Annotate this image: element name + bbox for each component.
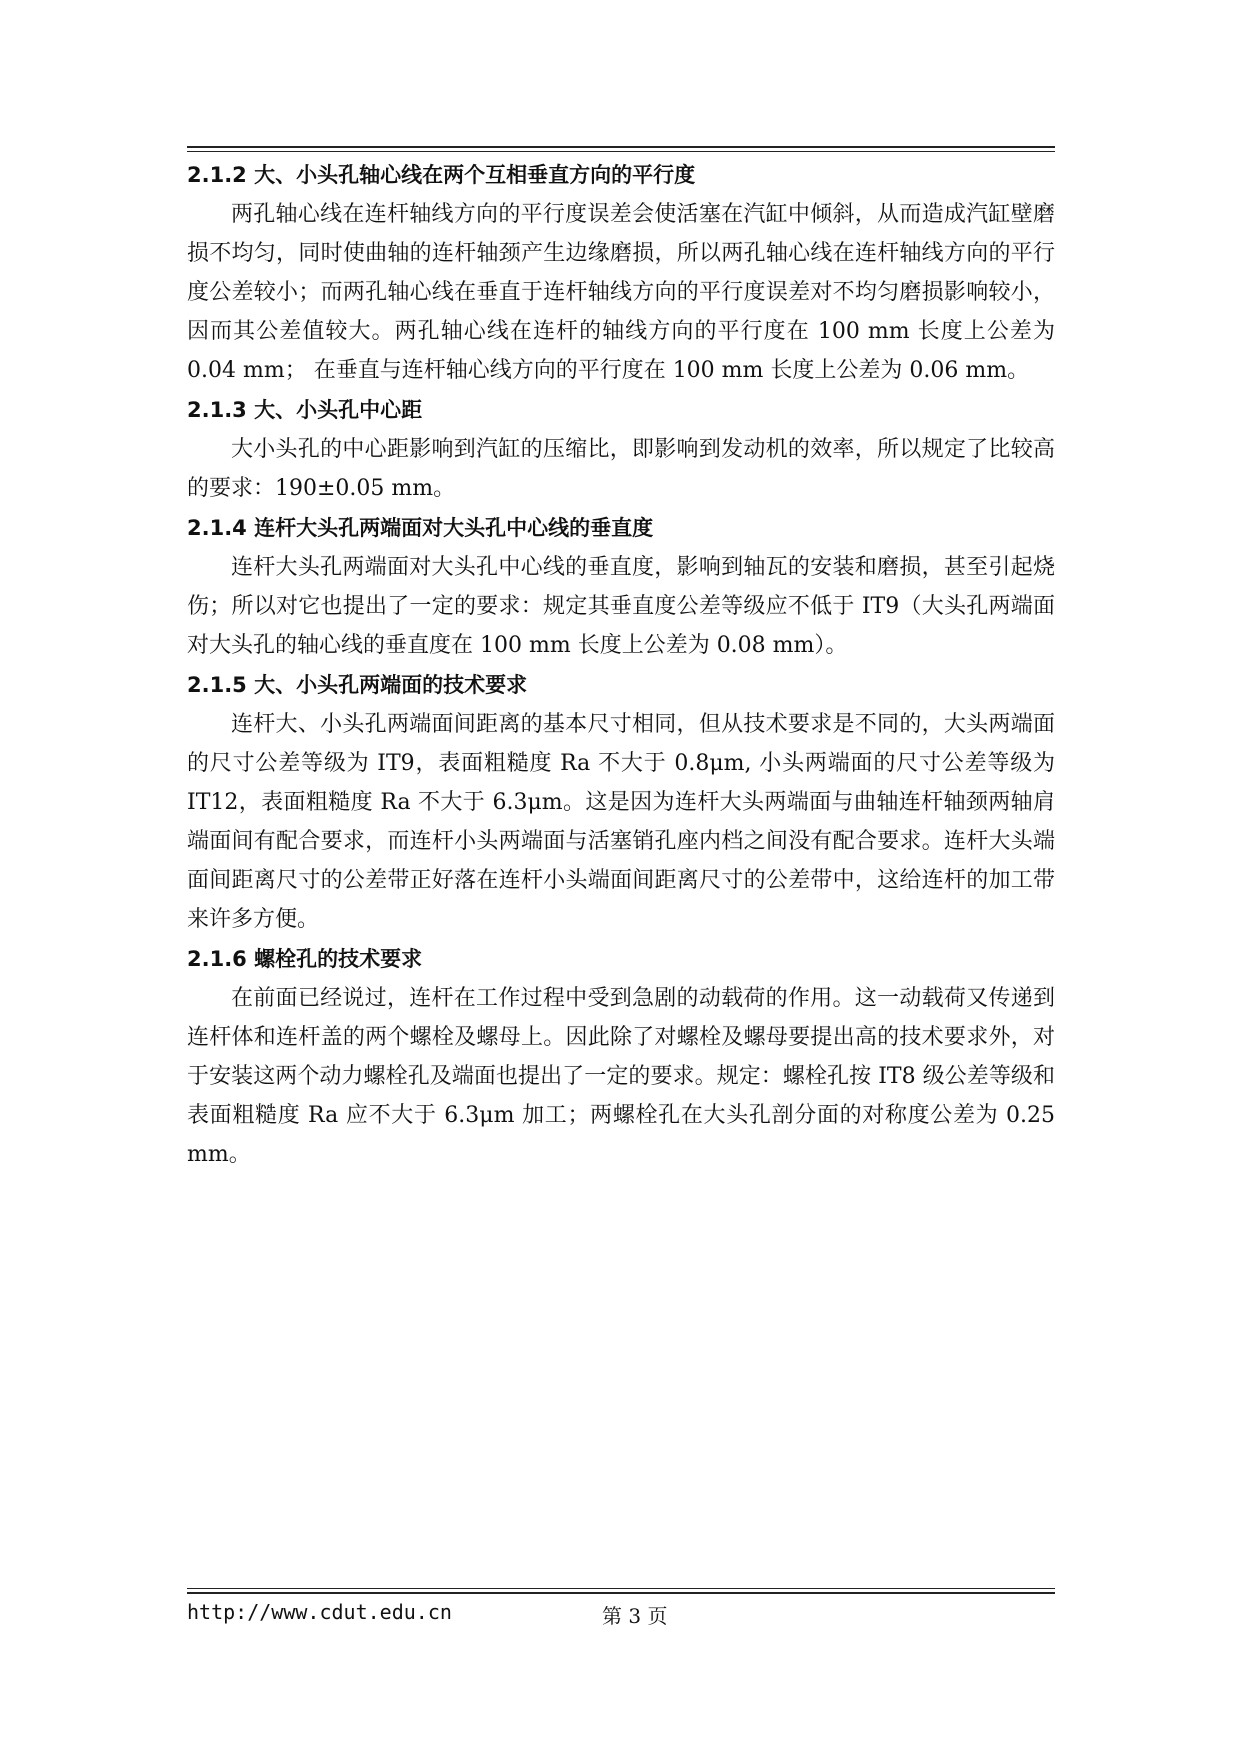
section-paragraph: 在前面已经说过，连杆在工作过程中受到急剧的动载荷的作用。这一动载荷又传递到连杆体和连杆盖的两个螺栓及螺母上。因此除了对螺栓及螺母要提出高的技术要求外，对于安装这两个动力螺栓孔及端面也提出了一定的要求。规定：螺栓孔按 IT8 级公差等级和表面粗糙度 Ra 应不大于 6.3μm 加工；两螺栓孔在大头孔剖分面的对称度公差为 0.25 mm。 <box>187 986 1055 1167</box>
page-number: 第 3 页 <box>602 1604 668 1628</box>
header-rule-thin <box>187 151 1055 152</box>
section-paragraph: 大小头孔的中心距影响到汽缸的压缩比，即影响到发动机的效率，所以规定了比较高的要求：190±0.05 mm。 <box>187 437 1055 501</box>
section-2-1-3 <box>187 390 1055 508</box>
section-2-1-5 <box>187 665 1055 939</box>
section-paragraph: 连杆大头孔两端面对大头孔中心线的垂直度，影响到轴瓦的安装和磨损，甚至引起烧伤；所以对它也提出了一定的要求：规定其垂直度公差等级应不低于 IT9（大头孔两端面对大头孔的轴心线的垂直度在 100 mm 长度上公差为 0.08 mm）。 <box>187 555 1055 658</box>
section-paragraph: 连杆大、小头孔两端面间距离的基本尺寸相同，但从技术要求是不同的，大头两端面的尺寸公差等级为 IT9，表面粗糙度 Ra 不大于 0.8μm, 小头两端面的尺寸公差等级为 IT12，表面粗糙度 Ra 不大于 6.3μm。这是因为连杆大头两端面与曲轴连杆轴颈两轴肩端面间有配合要求，而连杆小头两端面与活塞销孔座内档之间没有配合要求。连杆大头端面间距离尺寸的公差带正好落在连杆小头端面间距离尺寸的公差带中，这给连杆的加工带来许多方便。 <box>187 712 1055 932</box>
footer-rule-thick <box>187 1592 1055 1594</box>
section-heading: 2.1.6 螺栓孔的技术要求 <box>187 947 423 971</box>
section-heading: 2.1.4 连杆大头孔两端面对大头孔中心线的垂直度 <box>187 516 654 540</box>
section-heading: 2.1.2 大、小头孔轴心线在两个互相垂直方向的平行度 <box>187 163 696 187</box>
header-rule-thick <box>187 146 1055 148</box>
footer-url[interactable]: http://www.cdut.edu.cn <box>187 1600 452 1624</box>
section-paragraph: 两孔轴心线在连杆轴线方向的平行度误差会使活塞在汽缸中倾斜，从而造成汽缸壁磨损不均匀，同时使曲轴的连杆轴颈产生边缘磨损，所以两孔轴心线在连杆轴线方向的平行度公差较小；而两孔轴心线在垂直于连杆轴线方向的平行度误差对不均匀磨损影响较小，因而其公差值较大。两孔轴心线在连杆的轴线方向的平行度在 100 mm 长度上公差为 0.04 mm； 在垂直与连杆轴心线方向的平行度在 100 mm 长度上公差为 0.06 mm。 <box>187 202 1055 383</box>
page-body <box>187 155 1055 1174</box>
section-2-1-6 <box>187 939 1055 1174</box>
section-heading: 2.1.3 大、小头孔中心距 <box>187 398 423 422</box>
section-2-1-4 <box>187 508 1055 665</box>
footer-rule-thin <box>187 1588 1055 1589</box>
section-heading: 2.1.5 大、小头孔两端面的技术要求 <box>187 673 528 697</box>
page-footer <box>187 1600 1055 1636</box>
section-2-1-2 <box>187 155 1055 390</box>
